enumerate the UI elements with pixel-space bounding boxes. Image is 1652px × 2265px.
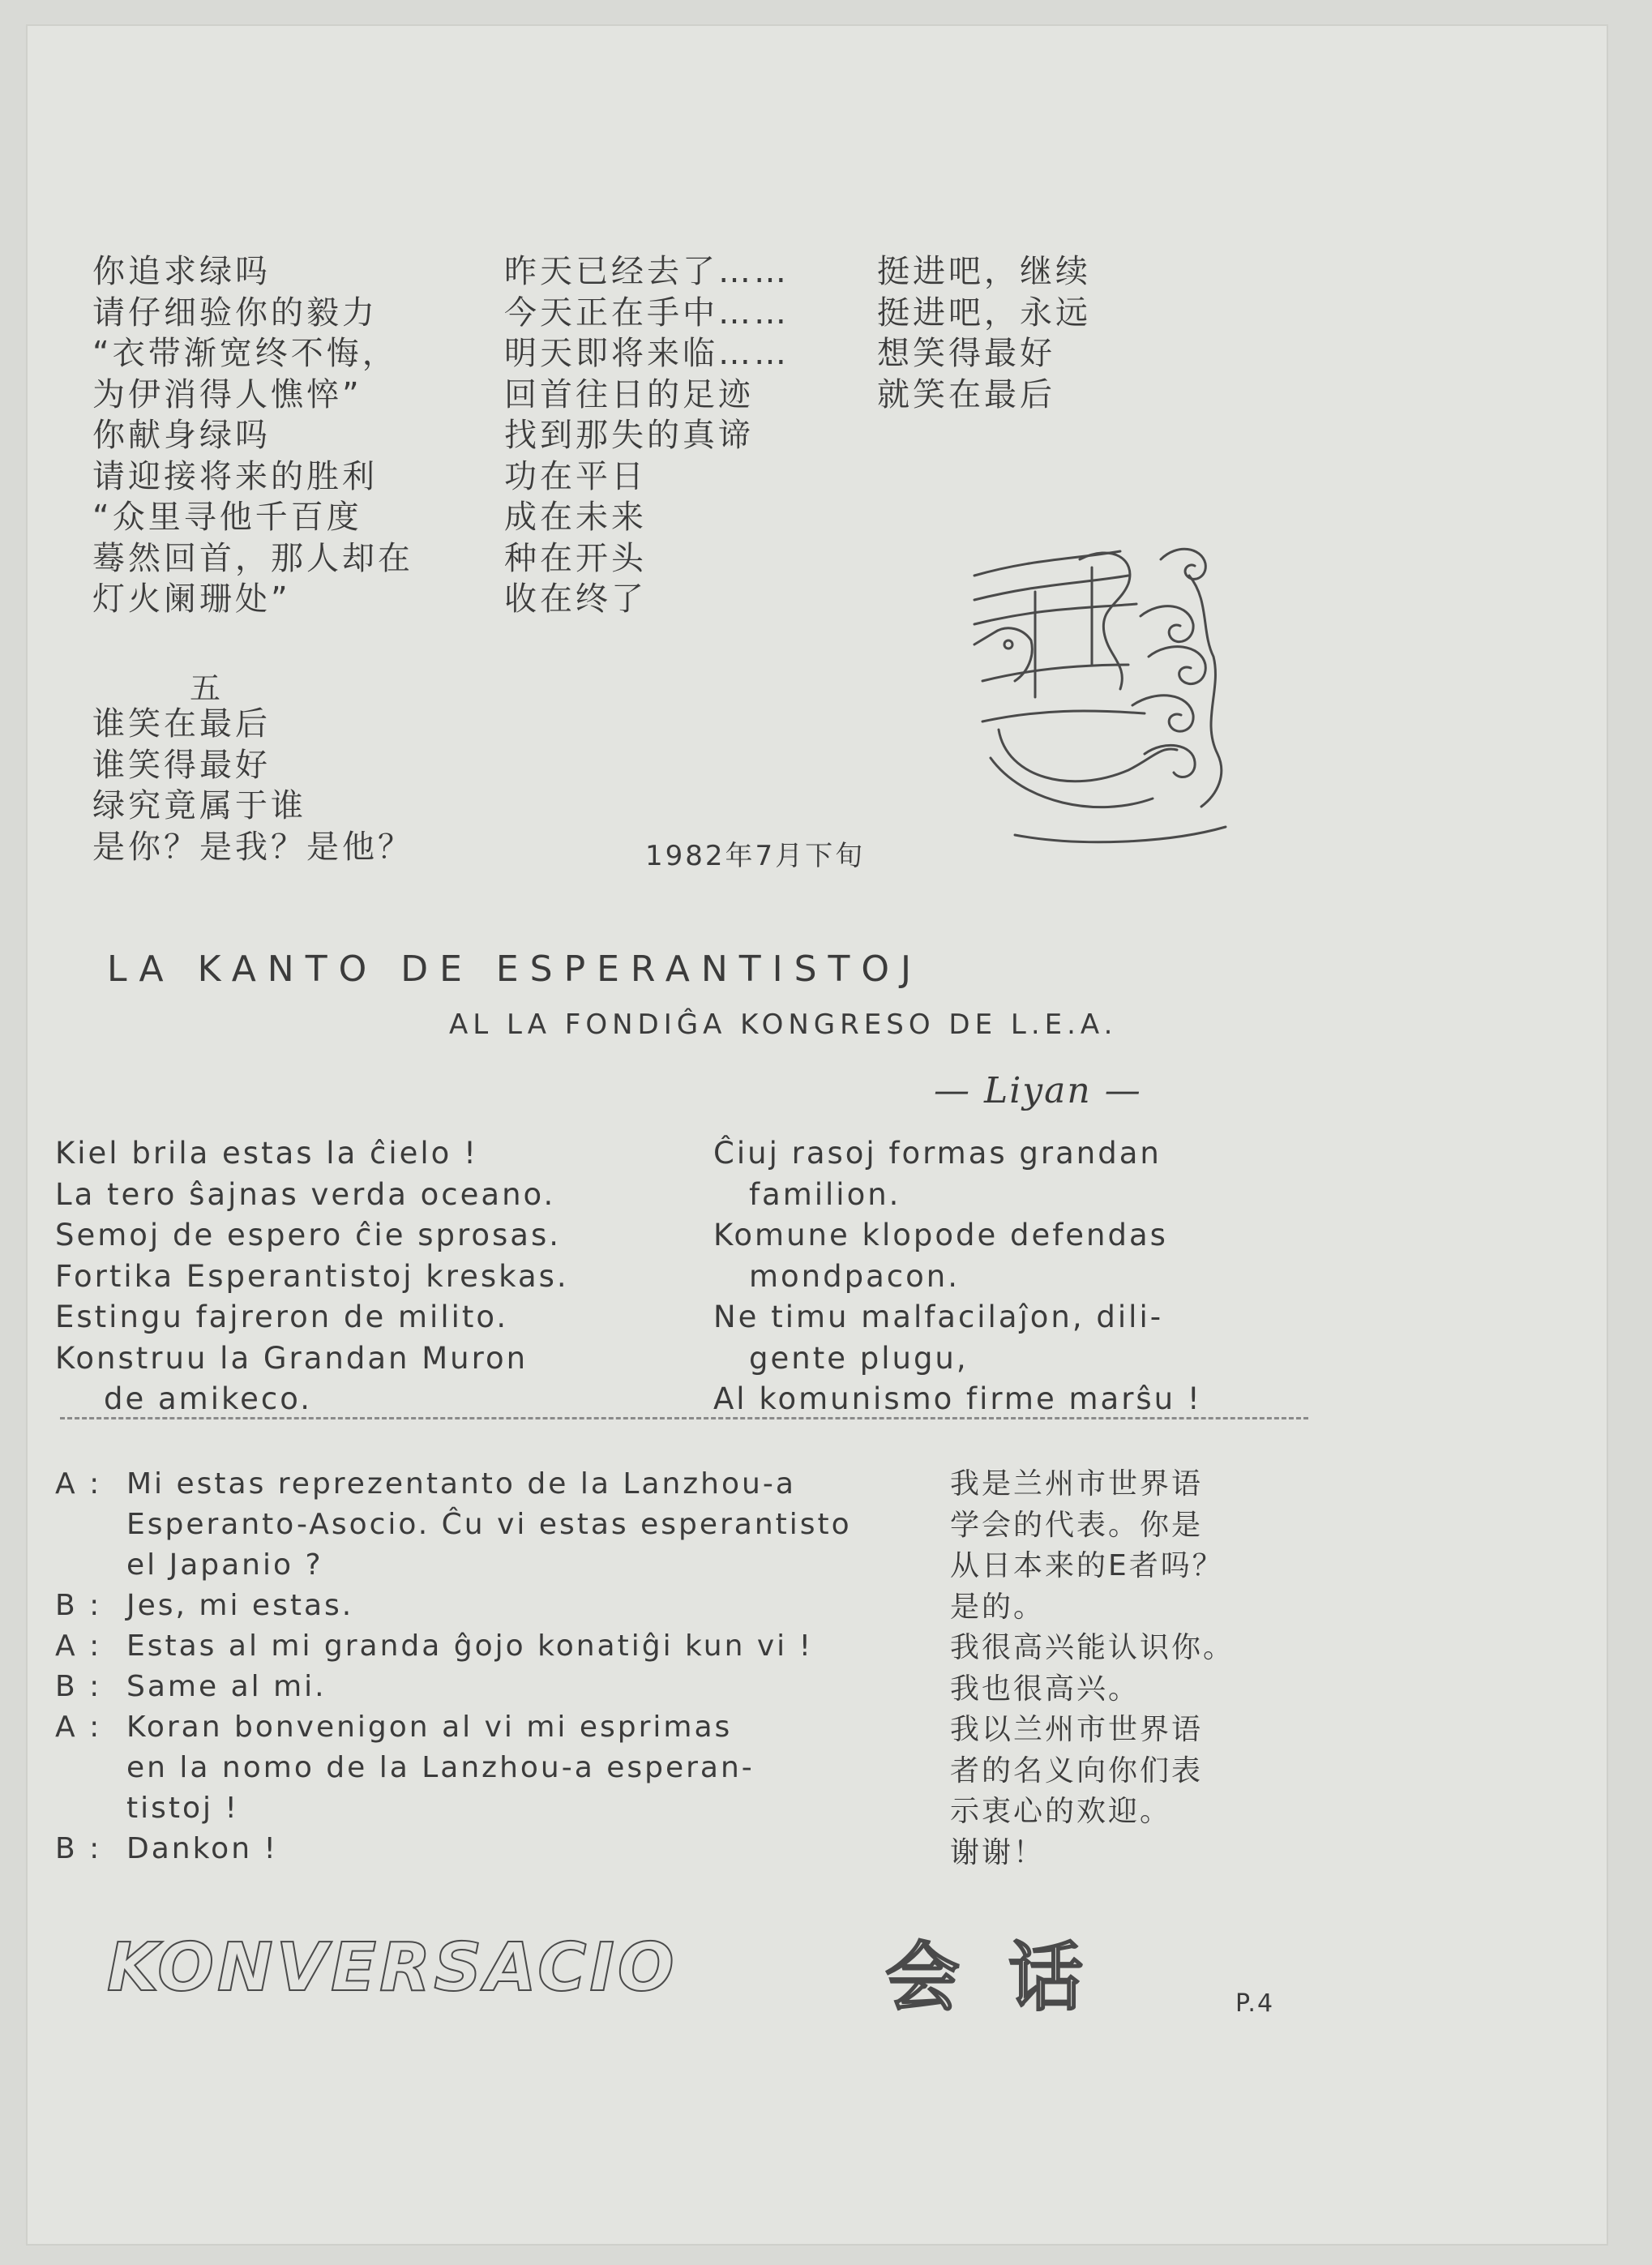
lyric-line: mondpacon. xyxy=(749,1258,960,1294)
poem-line: 灯火阑珊处” xyxy=(92,580,291,618)
poem-line: 明天即将来临…… xyxy=(504,335,790,372)
dialogue-text: Mi estas reprezentanto de la Lanzhou-a xyxy=(126,1467,796,1501)
poem-date: 1982年7月下旬 xyxy=(645,840,866,872)
lyric-line: Kiel brila estas la ĉielo ! xyxy=(55,1136,478,1171)
stanza-number: 五 xyxy=(190,670,223,706)
lyric-line: Al komunismo firme marŝu ! xyxy=(713,1381,1202,1416)
bird-music-illustration xyxy=(958,527,1250,867)
dialogue-speaker: B : xyxy=(55,1589,102,1622)
poem-line: 请迎接将来的胜利 xyxy=(92,457,378,495)
poem-line: 收在终了 xyxy=(504,580,647,618)
lyric-line: Estingu fajreron de milito. xyxy=(55,1299,509,1334)
chinese-dialogue-line: 我很高兴能认识你。 xyxy=(950,1631,1235,1664)
song-subtitle: AL LA FONDIĜA KONGRESO DE L.E.A. xyxy=(449,1008,1118,1041)
poem-line: 昨天已经去了…… xyxy=(504,253,790,290)
dialogue-esperanto xyxy=(55,1464,955,1869)
poem-line: 是你？是我？是他？ xyxy=(92,828,413,866)
dialogue-line xyxy=(55,1464,955,1505)
chinese-dialogue-line: 者的名义向你们表 xyxy=(950,1753,1204,1788)
dialogue-text: tistoj ! xyxy=(126,1792,239,1825)
poem-line: 想笑得最好 xyxy=(877,335,1055,372)
poem-line: 蓦然回首，那人却在 xyxy=(92,539,413,577)
chinese-dialogue-line: 示衷心的欢迎。 xyxy=(950,1795,1172,1828)
poem-line: 你献身绿吗 xyxy=(92,417,271,454)
dialogue-text: Estas al mi granda ĝojo konatiĝi kun vi ! xyxy=(126,1629,814,1663)
lyric-line: gente plugu, xyxy=(749,1340,969,1376)
poem-line: 成在未来 xyxy=(504,499,647,536)
poem-column-2 xyxy=(504,251,790,620)
dialogue-line xyxy=(55,1667,955,1707)
chinese-dialogue-line: 我也很高兴。 xyxy=(950,1672,1141,1706)
lyrics-left xyxy=(55,1133,569,1420)
lyric-line: La tero ŝajnas verda oceano. xyxy=(55,1176,556,1212)
dialogue-text: el Japanio ? xyxy=(126,1548,323,1582)
dialogue-line xyxy=(55,1545,955,1586)
dialogue-speaker: A : xyxy=(55,1629,102,1663)
dialogue-chinese xyxy=(950,1464,1235,1873)
chinese-dialogue-line: 从日本来的E者吗？ xyxy=(950,1549,1224,1582)
poem-line: 今天正在手中…… xyxy=(504,293,790,332)
lyric-line: Konstruu la Grandan Muron xyxy=(55,1340,529,1376)
dialogue-line xyxy=(55,1586,955,1626)
poem-line: 挺进吧，继续 xyxy=(877,253,1091,290)
chinese-dialogue-line: 我以兰州市世界语 xyxy=(950,1713,1204,1746)
conversation-banner-chinese: 会话 xyxy=(885,1934,1132,2021)
lyric-line: Ĉiuj rasoj formas grandan xyxy=(713,1136,1162,1171)
dialogue-line xyxy=(55,1829,955,1869)
dialogue-text: Dankon ! xyxy=(126,1832,278,1865)
dialogue-line xyxy=(55,1505,955,1545)
poem-line: 种在开头 xyxy=(504,539,647,577)
dialogue-text: Koran bonvenigon al vi mi esprimas xyxy=(126,1711,733,1744)
dialogue-speaker: B : xyxy=(55,1670,102,1703)
lyric-line: Komune klopode defendas xyxy=(713,1218,1168,1252)
dialogue-line xyxy=(55,1707,955,1748)
chinese-dialogue-line: 是的。 xyxy=(950,1590,1046,1624)
page-number: P.4 xyxy=(1235,1989,1275,2018)
poem-line: “衣带渐宽终不悔， xyxy=(92,335,398,372)
song-title: LA KANTO DE ESPERANTISTOJ xyxy=(107,948,923,990)
chinese-dialogue-line: 学会的代表。你是 xyxy=(950,1508,1204,1542)
poem-line: 挺进吧，永远 xyxy=(877,293,1091,332)
newsletter-page xyxy=(26,24,1608,2246)
dialogue-speaker: A : xyxy=(55,1467,102,1501)
poem-line: “众里寻他千百度 xyxy=(92,499,362,536)
song-author: — Liyan — xyxy=(934,1070,1142,1111)
dialogue-line xyxy=(55,1626,955,1667)
poem-line: 功在平日 xyxy=(504,457,647,495)
konversacio-banner: KONVERSACIO xyxy=(107,1929,678,2006)
dialogue-speaker: A : xyxy=(55,1711,102,1744)
dialogue-text: Jes, mi estas. xyxy=(126,1589,354,1622)
dialogue-line xyxy=(55,1748,955,1788)
poem-column-1 xyxy=(92,251,413,620)
dialogue-speaker xyxy=(55,1505,126,1545)
poem-line: 谁笑得最好 xyxy=(92,746,271,784)
section-divider xyxy=(60,1417,1308,1419)
poem-line: 为伊消得人憔悴” xyxy=(92,375,362,413)
lyric-line: familion. xyxy=(749,1176,901,1212)
dialogue-speaker: B : xyxy=(55,1832,102,1865)
poem-line: 就笑在最后 xyxy=(877,375,1055,413)
dialogue-speaker xyxy=(55,1788,126,1829)
poem-line: 请仔细验你的毅力 xyxy=(92,293,378,332)
poem-line: 找到那失的真谛 xyxy=(504,417,754,454)
poem-line: 谁笑在最后 xyxy=(92,705,271,743)
lyric-line: Semoj de espero ĉie sprosas. xyxy=(55,1218,562,1252)
dialogue-text: Same al mi. xyxy=(126,1670,327,1703)
poem-line: 绿究竟属于谁 xyxy=(92,787,306,824)
lyric-line: Ne timu malfacilaĵon, dili- xyxy=(713,1299,1164,1334)
poem-stanza-5 xyxy=(92,704,413,867)
dialogue-text: Esperanto-Asocio. Ĉu vi estas esperantisto xyxy=(126,1508,852,1541)
lyric-line: Fortika Esperantistoj kreskas. xyxy=(55,1258,569,1294)
dialogue-line xyxy=(55,1788,955,1829)
chinese-dialogue-line: 谢谢！ xyxy=(950,1835,1046,1869)
dialogue-speaker xyxy=(55,1748,126,1788)
chinese-dialogue-line: 我是兰州市世界语 xyxy=(950,1467,1204,1501)
lyric-line: de amikeco. xyxy=(104,1381,312,1416)
poem-line: 回首往日的足迹 xyxy=(504,375,754,413)
dialogue-speaker xyxy=(55,1545,126,1586)
poem-line: 你追求绿吗 xyxy=(92,253,271,290)
dialogue-text: en la nomo de la Lanzhou-a esperan- xyxy=(126,1751,755,1784)
poem-column-3 xyxy=(877,251,1091,415)
lyrics-right xyxy=(713,1133,1202,1420)
